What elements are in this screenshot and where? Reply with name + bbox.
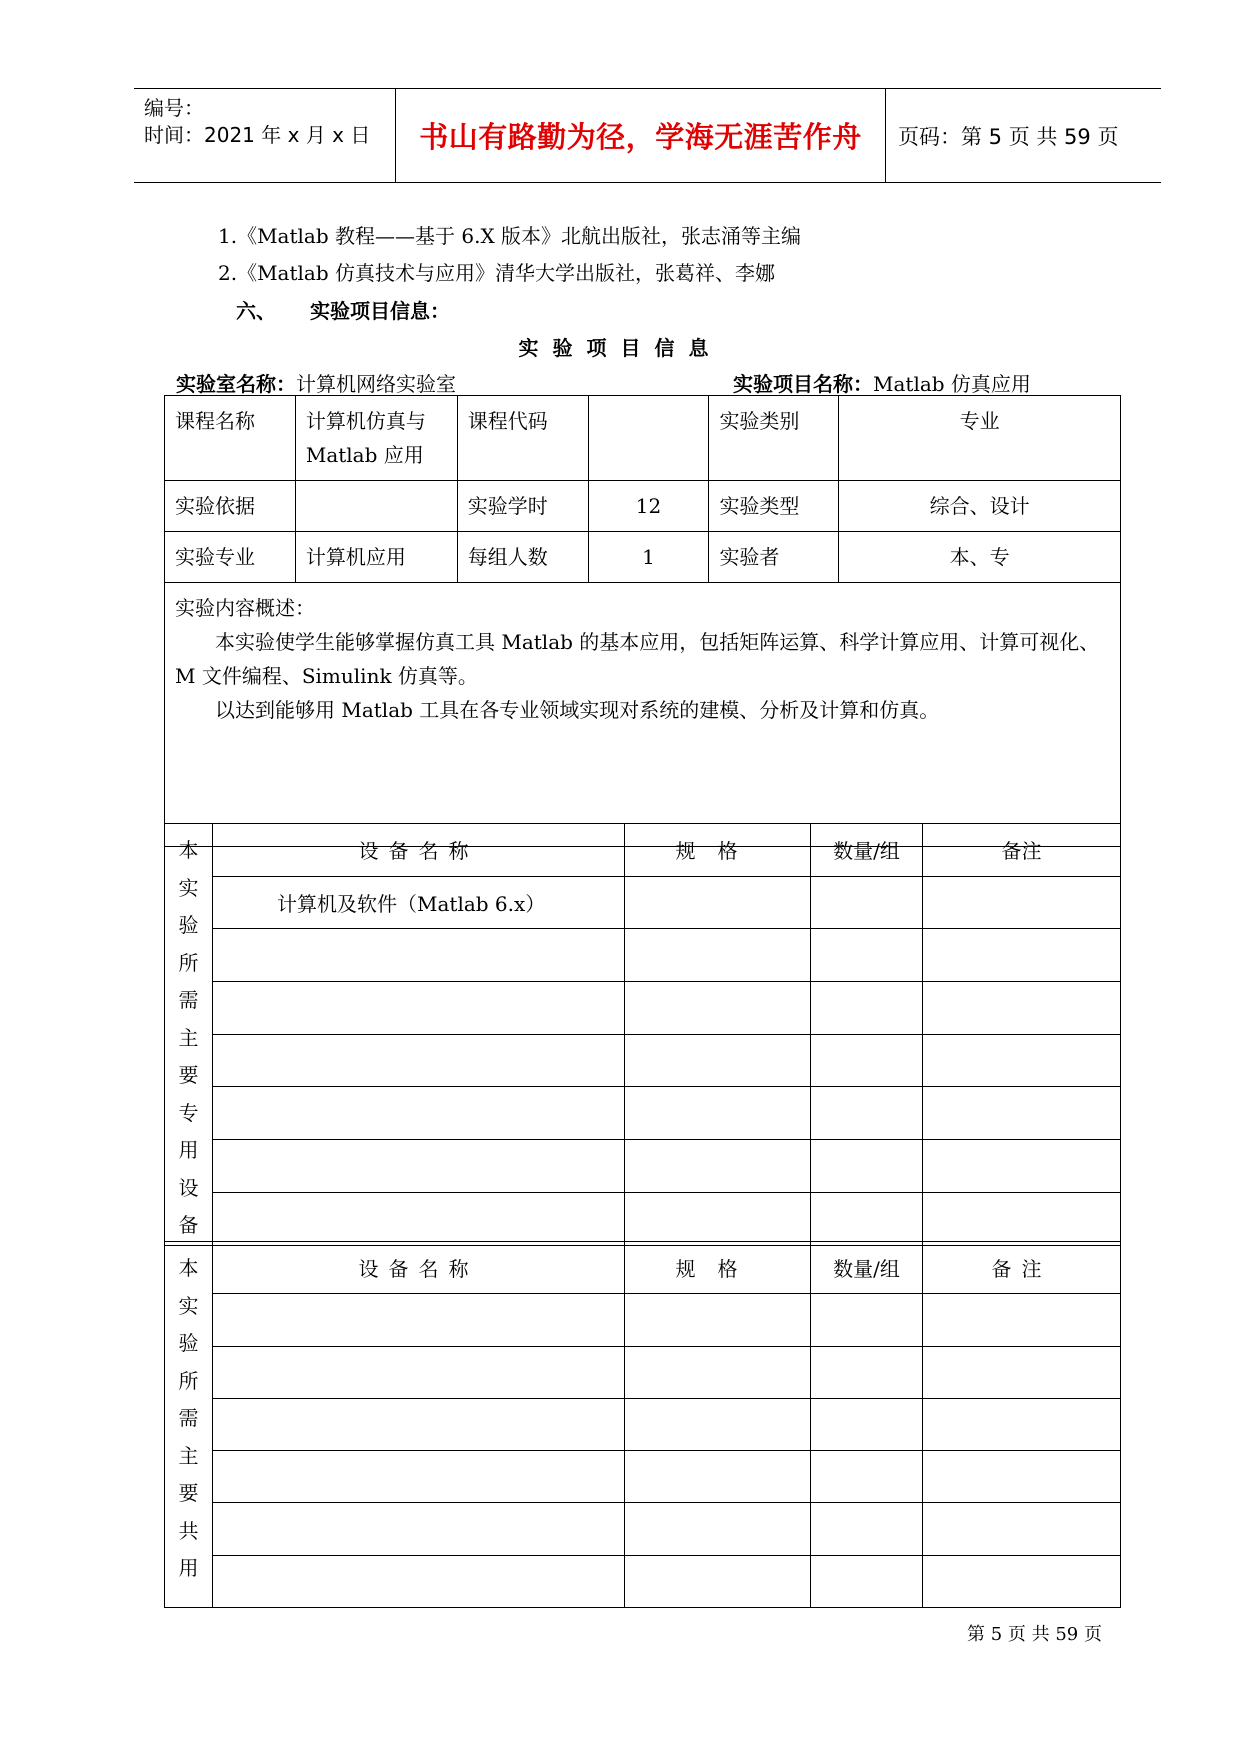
column-header-spec: 规格 xyxy=(625,824,811,877)
category-value: 专业 xyxy=(839,396,1121,481)
table-title: 实验项目信息 xyxy=(518,336,723,360)
experiment-info-table xyxy=(164,395,1121,847)
lab-name-label: 实验室名称： xyxy=(176,372,296,396)
course-name-label: 课程名称 xyxy=(165,396,296,481)
table-row xyxy=(165,1451,1121,1503)
major-label: 实验专业 xyxy=(165,532,296,583)
table-row xyxy=(165,1398,1121,1450)
table-row xyxy=(165,1346,1121,1398)
course-code-label: 课程代码 xyxy=(457,396,588,481)
section-title: 实验项目信息： xyxy=(310,299,450,323)
table-row xyxy=(165,929,1121,982)
group-value: 1 xyxy=(588,532,709,583)
equipment-spec xyxy=(625,876,811,929)
summary-paragraph-2: 以达到能够用 Matlab 工具在各专业领域实现对系统的建模、分析及计算和仿真。 xyxy=(215,698,940,722)
page-header xyxy=(134,88,1161,183)
table-row xyxy=(165,1294,1121,1346)
table-row xyxy=(165,1034,1121,1087)
column-header-name: 设备名称 xyxy=(213,824,625,877)
table-row xyxy=(165,1140,1121,1193)
table-row xyxy=(165,396,1121,481)
header-meta xyxy=(134,89,396,182)
person-value: 本、专 xyxy=(839,532,1121,583)
column-header-name: 设备名称 xyxy=(213,1242,625,1294)
motto: 书山有路勤为径，学海无涯苦作舟 xyxy=(419,120,862,154)
column-header-qty: 数量/组 xyxy=(811,824,923,877)
table-row xyxy=(165,1503,1121,1555)
document-time: 时间：2021 年 x 月 x 日 xyxy=(144,123,371,147)
project-name-label: 实验项目名称： xyxy=(733,372,873,396)
special-equipment-table xyxy=(164,823,1121,1246)
table-row xyxy=(165,876,1121,929)
group-label: 每组人数 xyxy=(457,532,588,583)
table-row xyxy=(165,1555,1121,1607)
table-row xyxy=(165,583,1121,847)
page-number: 页码：第 5 页 共 59 页 xyxy=(898,124,1119,149)
page-footer: 第 5 页 共 59 页 xyxy=(967,1624,1102,1645)
course-name-value: 计算机仿真与 Matlab 应用 xyxy=(295,396,457,481)
type-value: 综合、设计 xyxy=(839,481,1121,532)
document-number: 编号： xyxy=(144,96,204,120)
table-row xyxy=(165,481,1121,532)
hours-label: 实验学时 xyxy=(457,481,588,532)
special-equipment-side-label: 本 实 验 所 需 主 要 专 用 设 备 xyxy=(165,824,213,1246)
reference-2: 2.《Matlab 仿真技术与应用》清华大学出版社，张葛祥、李娜 xyxy=(218,261,776,285)
section-heading xyxy=(236,295,450,324)
course-code-value xyxy=(588,396,709,481)
table-row xyxy=(165,1087,1121,1140)
column-header-qty: 数量/组 xyxy=(811,1242,923,1294)
shared-equipment-side-label: 本 实 验 所 需 主 要 共 用 xyxy=(165,1242,213,1608)
header-page-cell xyxy=(886,89,1161,182)
table-row xyxy=(165,982,1121,1035)
column-header-note: 备注 xyxy=(923,1242,1121,1294)
column-header-spec: 规格 xyxy=(625,1242,811,1294)
person-label: 实验者 xyxy=(709,532,839,583)
reference-1: 1.《Matlab 教程——基于 6.X 版本》北航出版社，张志涌等主编 xyxy=(218,224,802,248)
summary-paragraph-1: 本实验使学生能够掌握仿真工具 Matlab 的基本应用，包括矩阵运算、科学计算应用、计算可视化、M 文件编程、Simulink 仿真等。 xyxy=(175,630,1100,688)
project-name-value: Matlab 仿真应用 xyxy=(873,372,1031,396)
major-value: 计算机应用 xyxy=(295,532,457,583)
equipment-qty xyxy=(811,876,923,929)
shared-equipment-table xyxy=(164,1241,1121,1608)
summary-cell xyxy=(165,583,1121,847)
category-label: 实验类别 xyxy=(709,396,839,481)
lab-name xyxy=(176,368,456,397)
table-header-row xyxy=(165,824,1121,877)
basis-label: 实验依据 xyxy=(165,481,296,532)
basis-value xyxy=(295,481,457,532)
header-motto-cell xyxy=(396,89,886,182)
type-label: 实验类型 xyxy=(709,481,839,532)
equipment-note xyxy=(923,876,1121,929)
table-header-row xyxy=(165,1242,1121,1294)
summary-label: 实验内容概述： xyxy=(175,596,315,620)
column-header-note: 备注 xyxy=(923,824,1121,877)
equipment-name: 计算机及软件（Matlab 6.x） xyxy=(213,876,625,929)
project-name xyxy=(733,368,1031,397)
lab-name-value: 计算机网络实验室 xyxy=(296,372,456,396)
table-row xyxy=(165,532,1121,583)
section-number: 六、 xyxy=(236,299,276,323)
table-row xyxy=(165,1192,1121,1245)
hours-value: 12 xyxy=(588,481,709,532)
